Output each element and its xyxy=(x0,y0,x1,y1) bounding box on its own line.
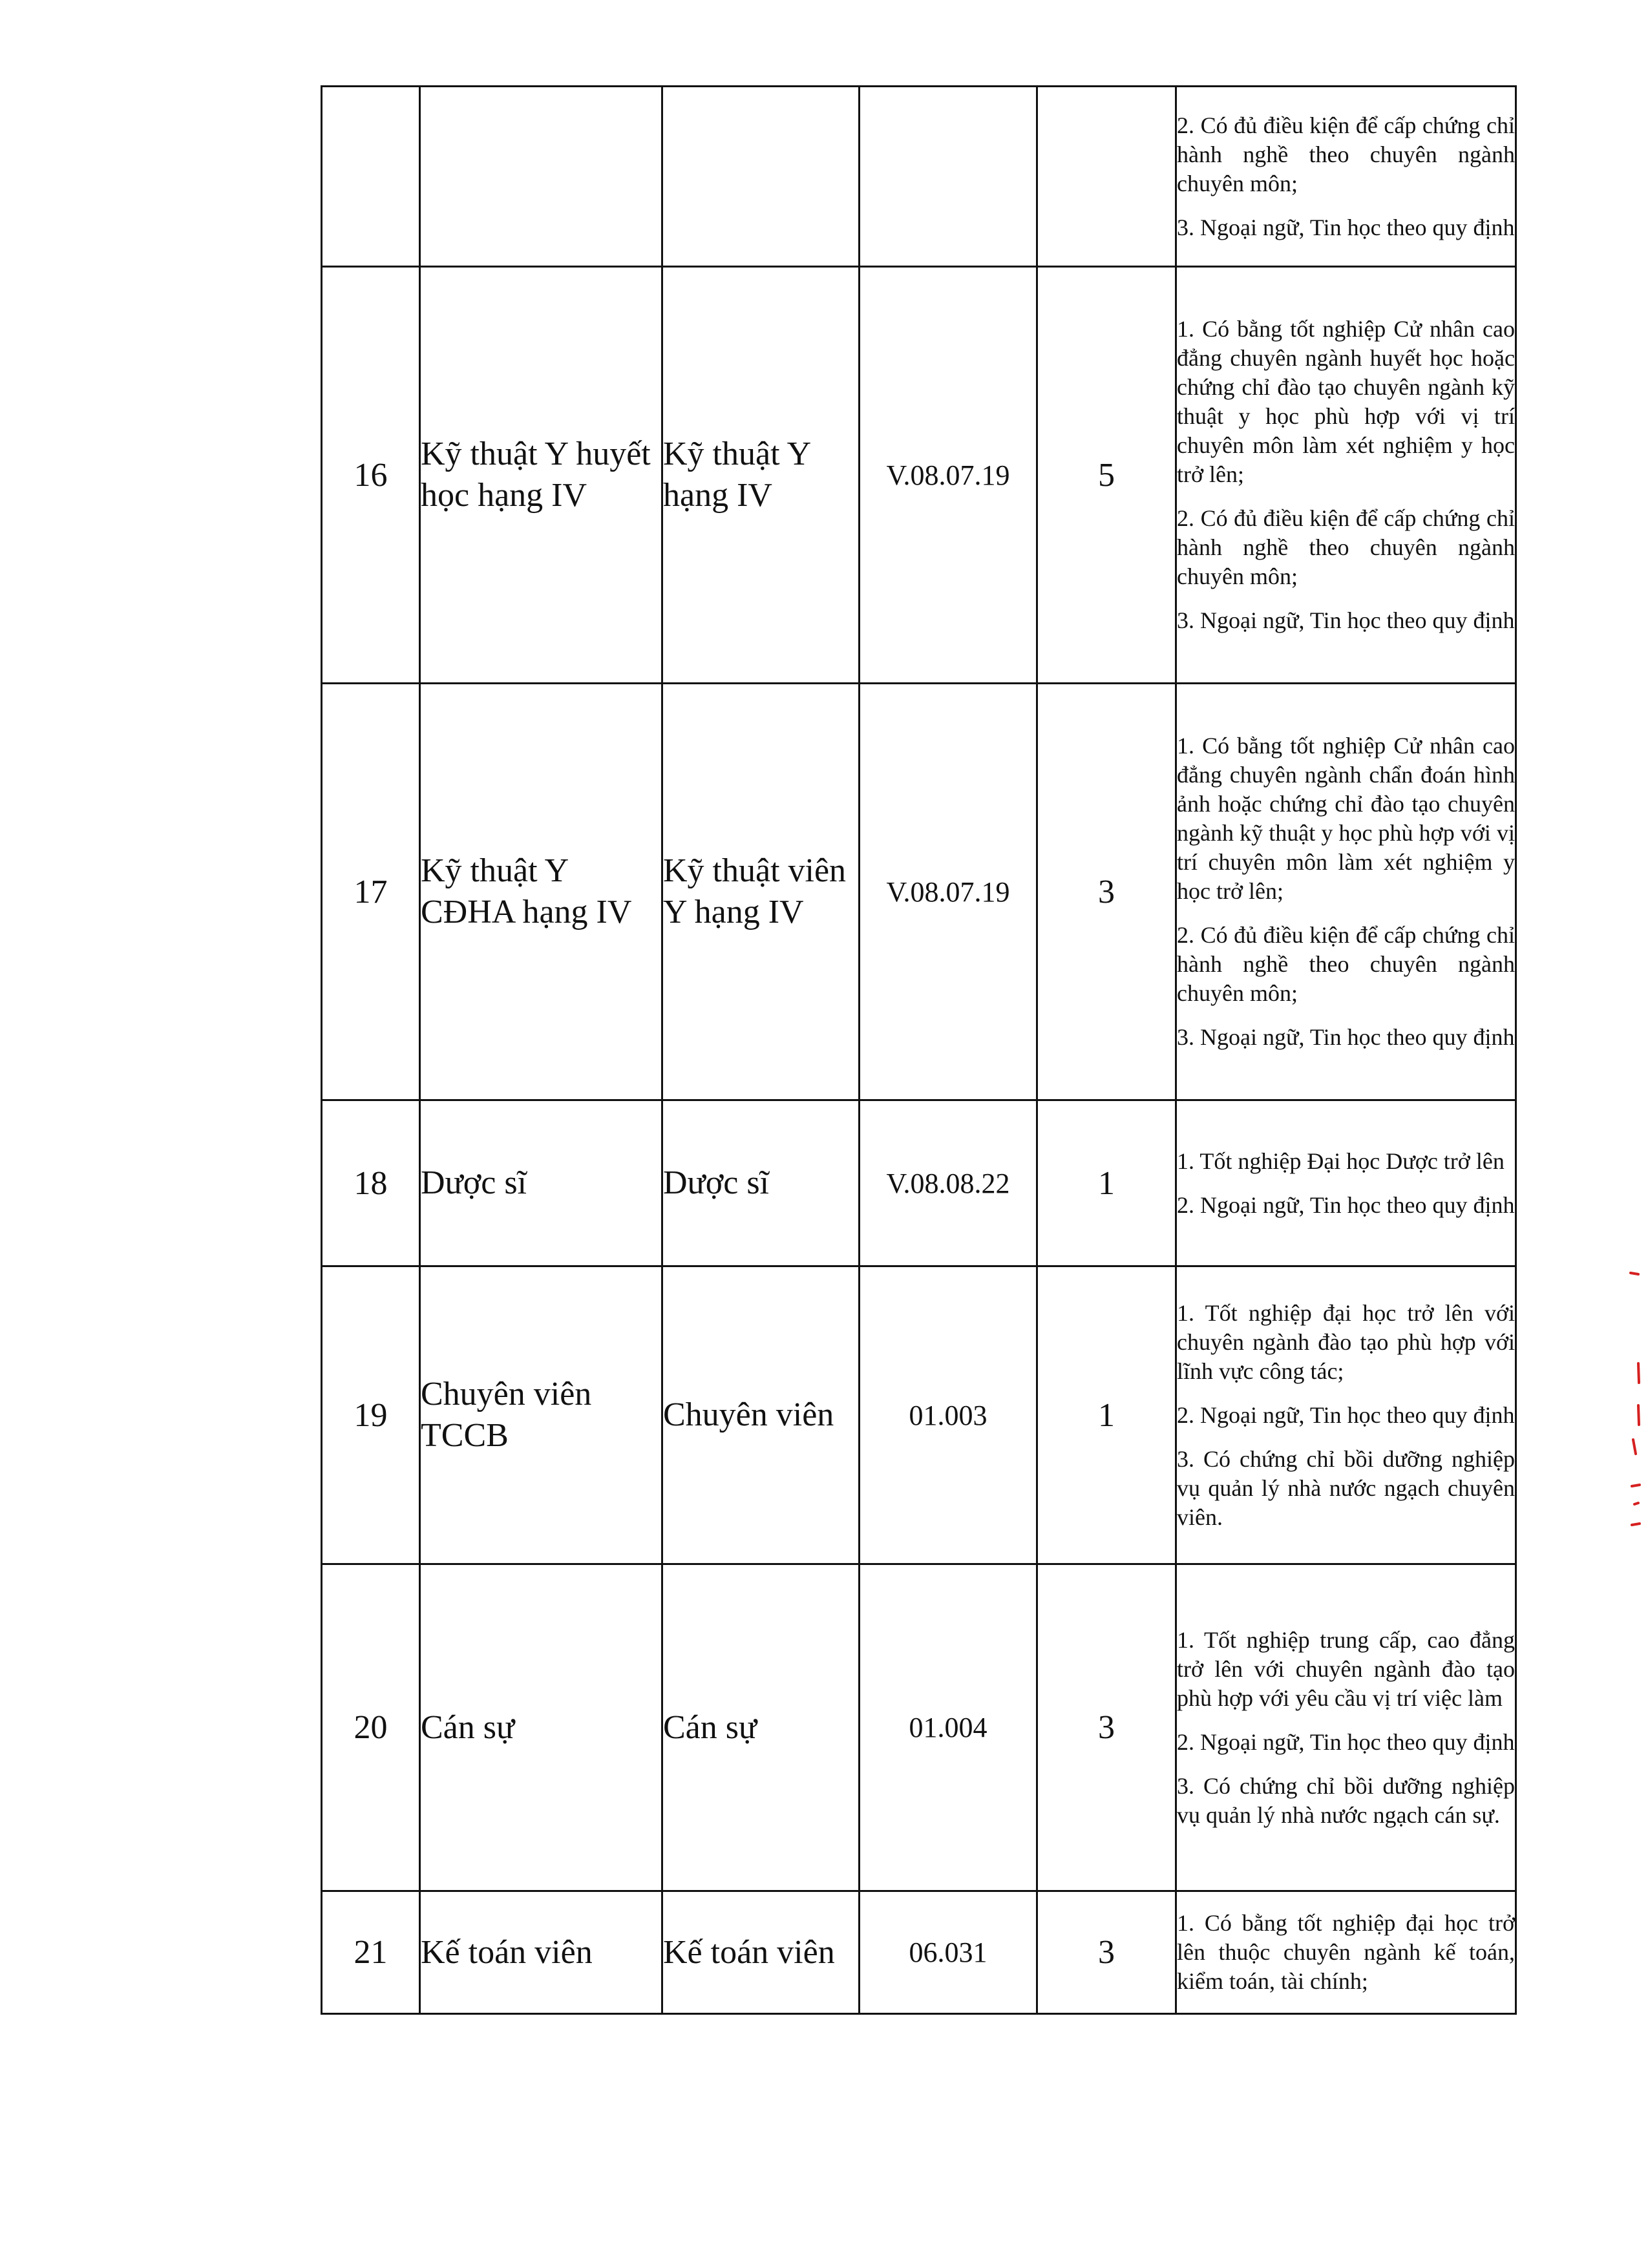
row-requirements xyxy=(1176,267,1516,684)
requirement-item: 3. Ngoại ngữ, Tin học theo quy định xyxy=(1177,607,1515,633)
row-requirements xyxy=(1176,1100,1516,1266)
row-rank: Kỹ thuật viên Y hạng IV xyxy=(662,684,860,1100)
row-position: Kỹ thuật Y huyết học hạng IV xyxy=(420,267,662,684)
row-code xyxy=(860,87,1037,267)
row-rank: Dược sĩ xyxy=(662,1100,860,1266)
row-position: Dược sĩ xyxy=(420,1100,662,1266)
requirement-item: 2. Ngoại ngữ, Tin học theo quy định xyxy=(1177,1192,1515,1218)
row-requirements xyxy=(1176,1564,1516,1891)
requirement-item: 1. Tốt nghiệp trung cấp, cao đẳng trở lên với chuyên ngành đào tạo phù hợp với yêu cầu vị trí việc làm xyxy=(1177,1626,1515,1711)
row-quantity: 3 xyxy=(1037,1564,1176,1891)
requirement-item: 3. Có chứng chỉ bồi dưỡng nghiệp vụ quản lý nhà nước ngạch chuyên viên. xyxy=(1177,1445,1515,1530)
row-stt: 16 xyxy=(322,267,420,684)
row-requirements xyxy=(1176,684,1516,1100)
table-row xyxy=(322,1891,1516,2014)
table-row xyxy=(322,1100,1516,1266)
recruitment-table xyxy=(321,85,1517,2015)
row-stt: 18 xyxy=(322,1100,420,1266)
requirement-item: 1. Có bằng tốt nghiệp Cử nhân cao đẳng chuyên ngành chẩn đoán hình ảnh hoặc chứng chỉ đào tạo chuyên ngành kỹ thuật y học phù hợp với vị trí chuyên môn làm xét nghiệm y học trở lên; xyxy=(1177,733,1515,904)
row-code: 01.003 xyxy=(860,1266,1037,1564)
row-stt xyxy=(322,87,420,267)
row-code: V.08.07.19 xyxy=(860,267,1037,684)
row-rank: Cán sự xyxy=(662,1564,860,1891)
row-stt: 20 xyxy=(322,1564,420,1891)
row-quantity: 3 xyxy=(1037,684,1176,1100)
row-rank: Kỹ thuật Y hạng IV xyxy=(662,267,860,684)
row-requirements xyxy=(1176,1891,1516,2014)
requirement-item: 1. Có bằng tốt nghiệp đại học trở lên thuộc chuyên ngành kế toán, kiểm toán, tài chính; xyxy=(1177,1910,1515,1994)
table-row xyxy=(322,87,1516,267)
row-quantity: 3 xyxy=(1037,1891,1176,2014)
row-position xyxy=(420,87,662,267)
row-code: V.08.08.22 xyxy=(860,1100,1037,1266)
table-row xyxy=(322,1266,1516,1564)
requirement-item: 2. Có đủ điều kiện để cấp chứng chỉ hành nghề theo chuyên ngành chuyên môn; xyxy=(1177,112,1515,196)
row-rank: Chuyên viên xyxy=(662,1266,860,1564)
row-quantity: 1 xyxy=(1037,1266,1176,1564)
row-quantity: 1 xyxy=(1037,1100,1176,1266)
requirement-item: 1. Tốt nghiệp Đại học Dược trở lên xyxy=(1177,1148,1505,1174)
requirement-item: 1. Có bằng tốt nghiệp Cử nhân cao đẳng chuyên ngành huyết học hoặc chứng chỉ đào tạo chuyên ngành kỹ thuật y học phù hợp với vị trí chuyên môn làm xét nghiệm y học trở lên; xyxy=(1177,316,1515,487)
row-stt: 19 xyxy=(322,1266,420,1564)
row-position: Kỹ thuật Y CĐHA hạng IV xyxy=(420,684,662,1100)
row-position: Chuyên viên TCCB xyxy=(420,1266,662,1564)
row-requirements xyxy=(1176,1266,1516,1564)
requirement-item: 2. Có đủ điều kiện để cấp chứng chỉ hành nghề theo chuyên ngành chuyên môn; xyxy=(1177,505,1515,589)
requirement-item: 3. Ngoại ngữ, Tin học theo quy định xyxy=(1177,1024,1515,1050)
requirement-item: 3. Có chứng chỉ bồi dưỡng nghiệp vụ quản lý nhà nước ngạch cán sự. xyxy=(1177,1772,1515,1828)
row-requirements xyxy=(1176,87,1516,267)
row-stt: 17 xyxy=(322,684,420,1100)
table-row xyxy=(322,684,1516,1100)
requirement-item: 3. Ngoại ngữ, Tin học theo quy định xyxy=(1177,214,1515,240)
row-position: Kế toán viên xyxy=(420,1891,662,2014)
row-position: Cán sự xyxy=(420,1564,662,1891)
requirement-item: 2. Ngoại ngữ, Tin học theo quy định xyxy=(1177,1728,1515,1755)
requirement-item: 1. Tốt nghiệp đại học trở lên với chuyên ngành đào tạo phù hợp với lĩnh vực công tác; xyxy=(1177,1299,1515,1384)
row-quantity: 5 xyxy=(1037,267,1176,684)
requirement-item: 2. Có đủ điều kiện để cấp chứng chỉ hành nghề theo chuyên ngành chuyên môn; xyxy=(1177,922,1515,1006)
row-code: 06.031 xyxy=(860,1891,1037,2014)
row-stt: 21 xyxy=(322,1891,420,2014)
row-rank: Kế toán viên xyxy=(662,1891,860,2014)
requirement-item: 2. Ngoại ngữ, Tin học theo quy định xyxy=(1177,1402,1515,1428)
row-quantity xyxy=(1037,87,1176,267)
row-code: 01.004 xyxy=(860,1564,1037,1891)
row-code: V.08.07.19 xyxy=(860,684,1037,1100)
table-row xyxy=(322,1564,1516,1891)
table-row xyxy=(322,267,1516,684)
row-rank xyxy=(662,87,860,267)
stamp-marks xyxy=(1619,1266,1645,1577)
